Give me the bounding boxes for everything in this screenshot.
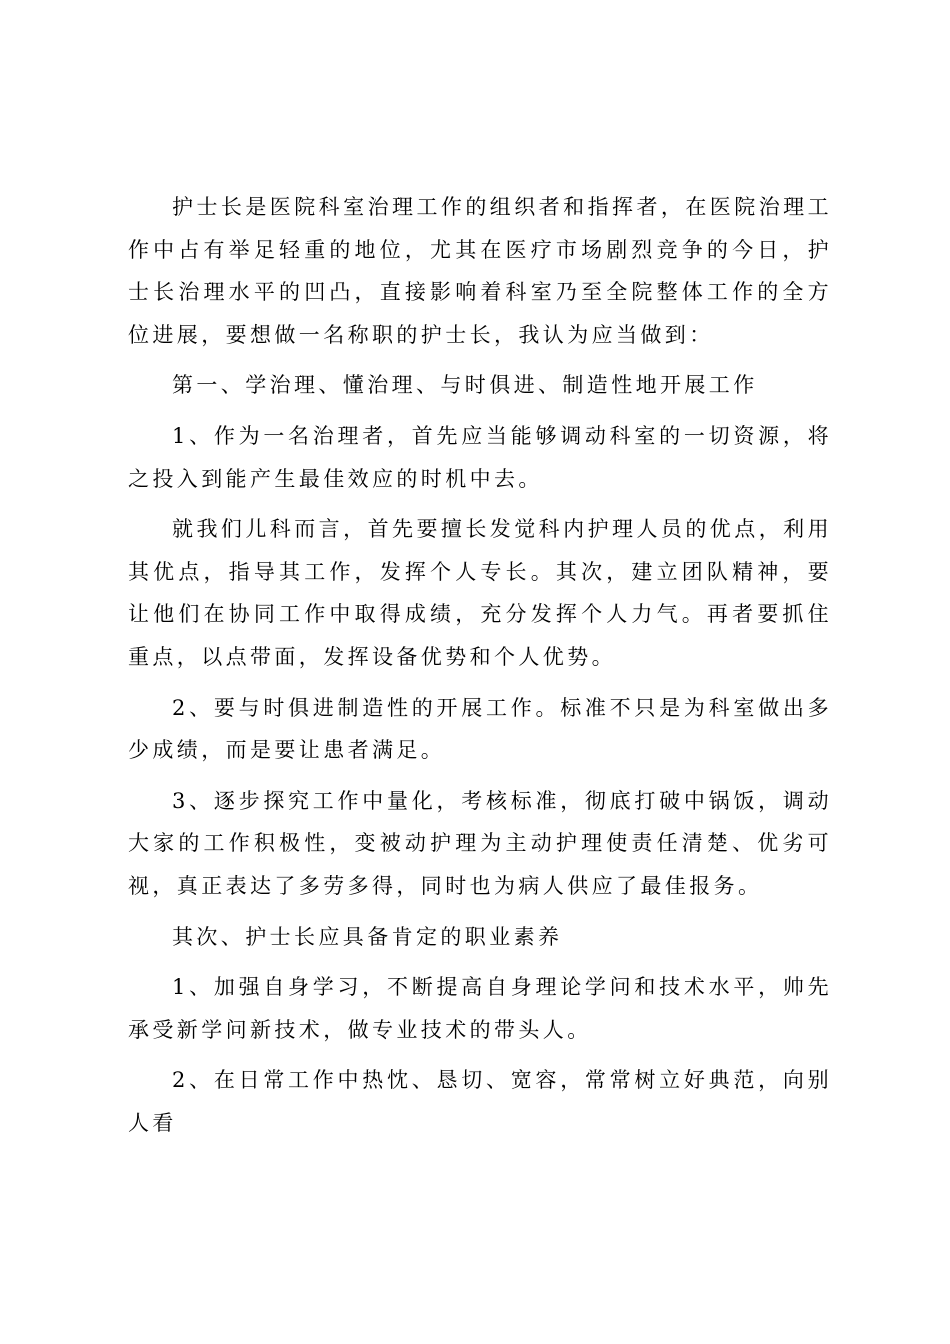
paragraph-item-3: 3、逐步探究工作中量化，考核标准，彻底打破中锅饭，调动大家的工作积极性，变被动护理为主动护理使责任清楚、优劣可视，真正表达了多劳多得，同时也为病人供应了最佳报务。 — [128, 788, 832, 898]
document-body — [128, 186, 832, 1152]
paragraph-item-1: 1、作为一名治理者，首先应当能够调动科室的一切资源，将之投入到能产生最佳效应的时机中去。 — [128, 423, 832, 491]
paragraph-intro: 护士长是医院科室治理工作的组织者和指挥者，在医院治理工作中占有举足轻重的地位，尤其在医疗市场剧烈竞争的今日，护士长治理水平的凹凸，直接影响着科室乃至全院整体工作的全方位进展，要想做一名称职的护士长，我认为应当做到： — [128, 195, 832, 347]
paragraph-pediatrics: 就我们儿科而言，首先要擅长发觉科内护理人员的优点，利用其优点，指导其工作，发挥个人专长。其次，建立团队精神，要让他们在协同工作中取得成绩，充分发挥个人力气。再者要抓住重点，以点带面，发挥设备优势和个人优势。 — [128, 517, 832, 669]
paragraph-item-2: 2、要与时俱进制造性的开展工作。标准不只是为科室做出多少成绩，而是要让患者满足。 — [128, 695, 832, 763]
paragraph-study-item-1: 1、加强自身学习，不断提高自身理论学问和技术水平，帅先承受新学问新技术，做专业技术的带头人。 — [128, 975, 832, 1042]
heading-second-point: 其次、护士长应具备肯定的职业素养 — [172, 924, 563, 949]
heading-first-point: 第一、学治理、懂治理、与时俱进、制造性地开展工作 — [172, 373, 758, 398]
paragraph-study-item-2: 2、在日常工作中热忱、恳切、宽容，常常树立好典范，向别人看 — [128, 1068, 832, 1135]
